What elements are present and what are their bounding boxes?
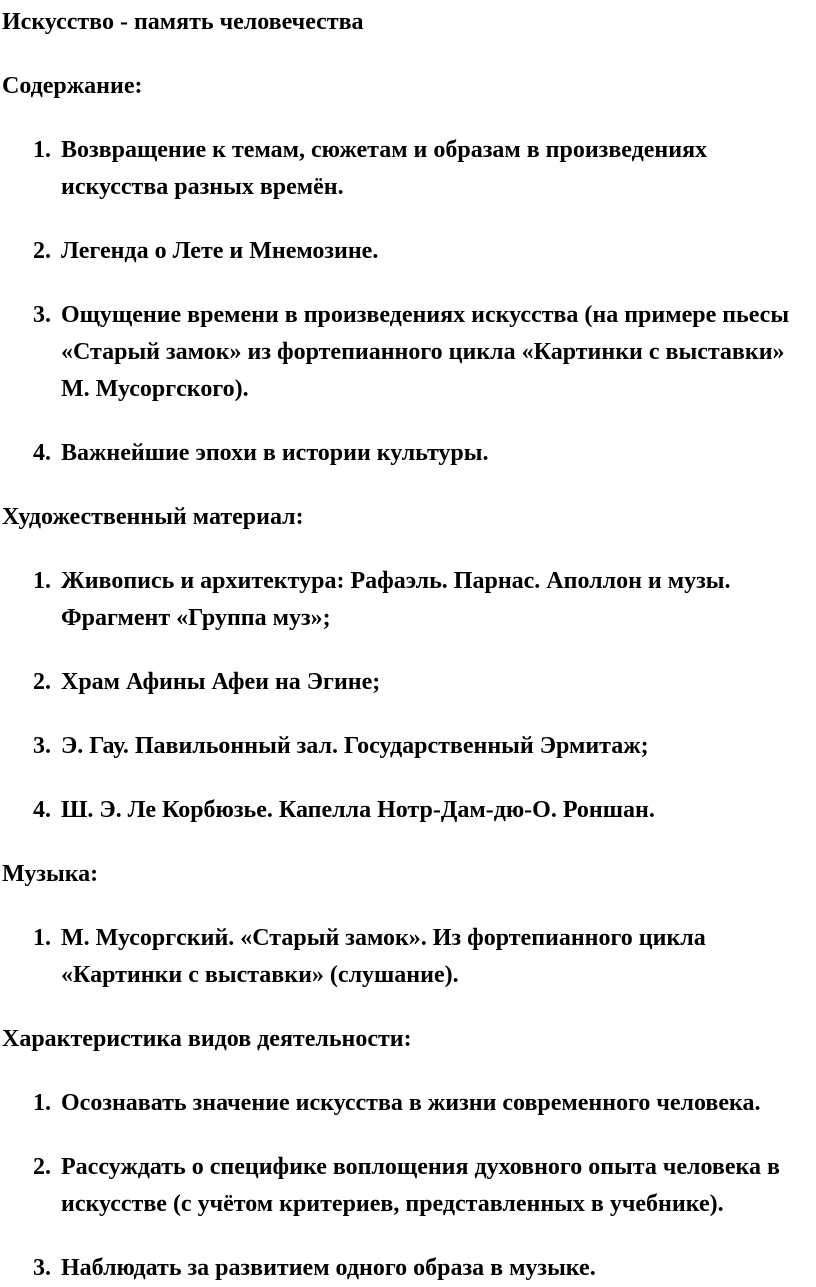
list-item-text: Легенда о Лете и Мнемозине. [61, 238, 379, 264]
list-item [0, 233, 816, 270]
list-item-text: Живопись и архитектура: Рафаэль. Парнас. Аполлон и музы. Фрагмент «Группа муз»; [61, 568, 731, 631]
document-title: Искусство - память человечества [2, 9, 364, 35]
list-item [0, 1250, 816, 1287]
list-item [0, 297, 816, 408]
list-item [0, 1085, 816, 1122]
list-number: 1. [33, 1090, 51, 1116]
list-item-text: Храм Афины Афеи на Эгине; [61, 669, 381, 695]
content-heading: Содержание: [2, 73, 143, 99]
list-number: 4. [33, 440, 51, 466]
list-number: 4. [33, 797, 51, 823]
list-item-text: Э. Гау. Павильонный зал. Государственный Эрмитаж; [61, 733, 649, 759]
list-item-text: Рассуждать о специфике воплощения духовного опыта человека в искусстве (с учётом критериев, представленных в учебнике). [61, 1154, 780, 1217]
art-material-list [0, 563, 816, 829]
list-item [0, 664, 816, 701]
list-item [0, 1149, 816, 1223]
list-number: 2. [33, 238, 51, 264]
list-number: 3. [33, 302, 51, 328]
list-item [0, 435, 816, 472]
list-number: 1. [33, 568, 51, 594]
list-item-text: Ощущение времени в произведениях искусства (на примере пьесы «Старый замок» из фортепианного цикла «Картинки с выставки» М. Мусоргского). [61, 302, 790, 402]
list-item-text: Наблюдать за развитием одного образа в музыке. [61, 1255, 596, 1281]
list-number: 2. [33, 1154, 51, 1180]
music-list [0, 920, 816, 994]
activities-heading: Характеристика видов деятельности: [2, 1026, 412, 1052]
list-item-text: Ш. Э. Ле Корбюзье. Капелла Нотр-Дам-дю-О. Роншан. [61, 797, 655, 823]
music-heading: Музыка: [2, 861, 99, 887]
list-item [0, 728, 816, 765]
list-item [0, 792, 816, 829]
list-item [0, 132, 816, 206]
activities-list [0, 1085, 816, 1287]
list-item [0, 920, 816, 994]
list-number: 3. [33, 1255, 51, 1281]
list-number: 1. [33, 137, 51, 163]
list-item-text: Важнейшие эпохи в истории культуры. [61, 440, 489, 466]
list-item-text: М. Мусоргский. «Старый замок». Из фортепианного цикла «Картинки с выставки» (слушание). [61, 925, 706, 988]
list-item-text: Возвращение к темам, сюжетам и образам в произведениях искусства разных времён. [61, 137, 708, 200]
list-number: 2. [33, 669, 51, 695]
list-item-text: Осознавать значение искусства в жизни современного человека. [61, 1090, 761, 1116]
list-item [0, 563, 816, 637]
content-list [0, 132, 816, 472]
art-material-heading: Художественный материал: [2, 504, 304, 530]
list-number: 1. [33, 925, 51, 951]
list-number: 3. [33, 733, 51, 759]
